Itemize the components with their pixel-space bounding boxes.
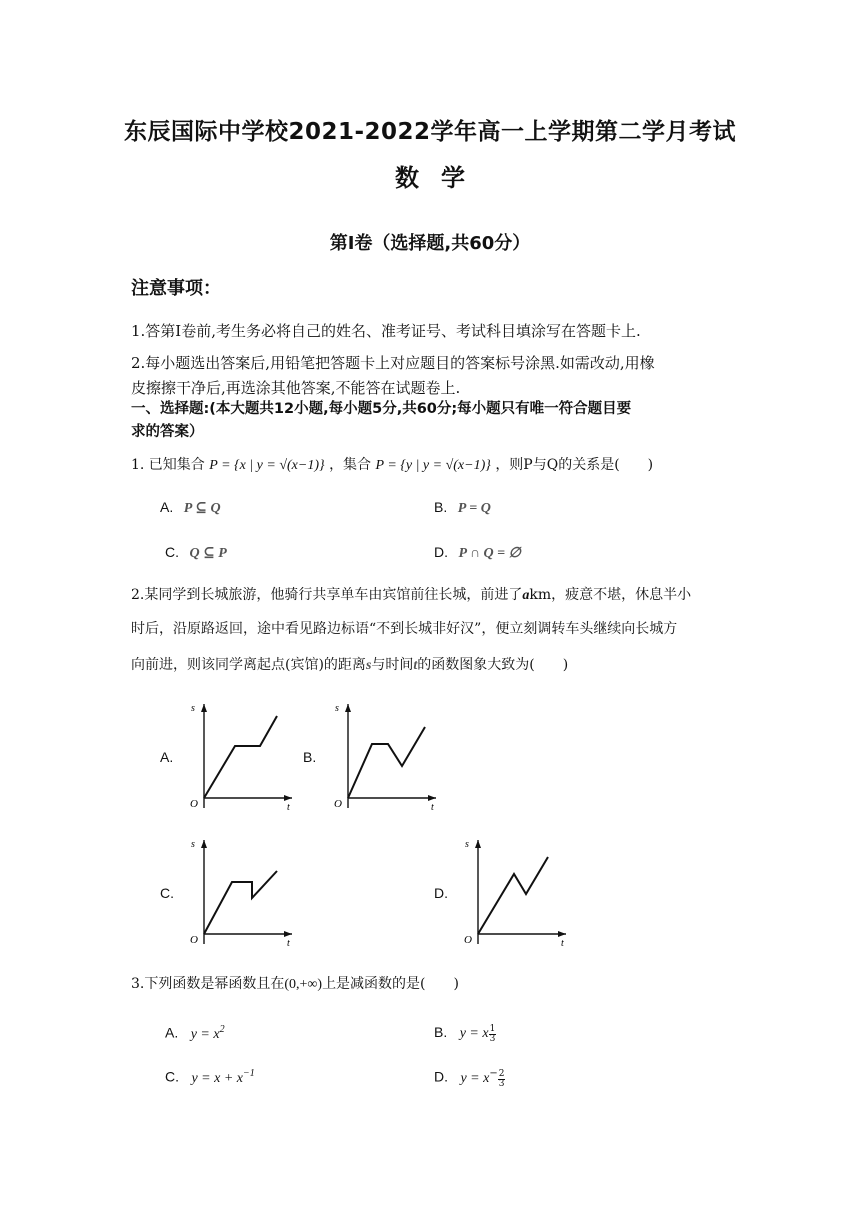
q1-option-b: B. P = Q — [434, 499, 491, 516]
section-heading-line-1: 一、选择题:(本大题共12小题,每小题5分,共60分;每小题只有唯一符合题目要 — [131, 401, 632, 417]
section-heading-line-2: 求的答案） — [131, 424, 204, 440]
axis-x-label: t — [561, 938, 564, 949]
exam-title: 东辰国际中学校2021-2022学年高一上学期第二学月考试 — [123, 119, 737, 145]
graph-c-curve — [204, 871, 277, 934]
origin-label: O — [464, 934, 472, 946]
q1-mid: ，集合 — [329, 457, 372, 473]
q1-set-p: P = {x | y = √(x−1)} — [209, 458, 325, 473]
axis-x-label: t — [431, 802, 434, 813]
question-2-line-1: 2.某同学到长城旅游，他骑行共享单车由宾馆前往长城，前进了akm，疲意不堪，休息半小 — [131, 587, 692, 603]
question-2-line-3: 向前进，则该同学离起点(宾馆)的距离s与时间t的函数图象大致为( ) — [131, 657, 569, 673]
notice-item-2-line-1: 2.每小题选出答案后,用铅笔把答题卡上对应题目的答案标号涂黑.如需改动,用橡 — [131, 354, 655, 372]
q2-option-d-label: D. — [434, 885, 448, 901]
q2-graph-c — [180, 836, 300, 951]
q3-option-d: D. y = x− $\frac{2}{3}$ — [434, 1068, 505, 1089]
q2-option-c-label: C. — [160, 885, 174, 901]
q2-graph-d — [454, 836, 574, 951]
q1-option-c: C. Q ⊆ P — [165, 544, 227, 561]
q2-graph-a — [180, 700, 300, 815]
graph-a-curve — [204, 716, 277, 798]
q1-set-q: P = {y | y = √(x−1)} — [375, 458, 491, 473]
notice-item-2-line-2: 皮擦擦干净后,再选涂其他答案,不能答在试题卷上. — [131, 379, 461, 397]
q1-prefix: 1. 已知集合 — [131, 457, 205, 473]
q3-option-b: B. y = x $\frac{1}{3}$ — [434, 1024, 496, 1045]
q2-var-a: a — [522, 588, 530, 603]
q1-option-a: A. P ⊆ Q — [160, 499, 221, 516]
graph-b-curve — [348, 727, 425, 798]
question-1-stem — [131, 450, 731, 481]
question-3-stem: 3.下列函数是幂函数且在(0,+∞)上是减函数的是( ) — [131, 976, 459, 992]
axis-y-label: s — [191, 703, 195, 714]
q3-b-exponent: $\frac{1}{3}$ — [489, 1024, 496, 1045]
q2-var-s: s — [365, 658, 372, 673]
q3-d-exponent: $\frac{2}{3}$ — [498, 1069, 505, 1089]
question-2-line-2: 时后，沿原路返回，途中看见路边标语“不到长城非好汉”，便立刻调转车头继续向长城方 — [131, 621, 678, 637]
notice-heading: 注意事项： — [131, 278, 221, 299]
axis-x-label: t — [287, 802, 290, 813]
graph-d-curve — [478, 857, 548, 934]
q1-tail: ，则P与Q的关系是( ) — [495, 457, 654, 473]
volume-heading: 第Ⅰ卷（选择题,共60分） — [329, 233, 531, 254]
exam-subject: 数学 — [395, 164, 487, 192]
q2-var-t: t — [413, 658, 418, 673]
q3-interval: (0,+∞) — [284, 977, 323, 992]
axis-y-label: s — [465, 839, 469, 850]
origin-label: O — [334, 798, 342, 810]
q2-option-b-label: B. — [303, 749, 317, 765]
notice-item-1: 1.答第Ⅰ卷前,考生务必将自己的姓名、准考证号、考试科目填涂写在答题卡上. — [131, 322, 641, 340]
axis-y-label: s — [335, 703, 339, 714]
origin-label: O — [190, 798, 198, 810]
q3-option-c: C. $y = x + x^{-1}$ — [165, 1068, 255, 1086]
axis-y-label: s — [191, 839, 195, 850]
origin-label: O — [190, 934, 198, 946]
axis-x-label: t — [287, 938, 290, 949]
q1-option-d: D. P ∩ Q = ∅ — [434, 544, 521, 561]
q3-option-a: A. $y = x^2$ — [165, 1024, 225, 1042]
q2-graph-b — [324, 700, 444, 815]
q2-option-a-label: A. — [160, 749, 174, 765]
